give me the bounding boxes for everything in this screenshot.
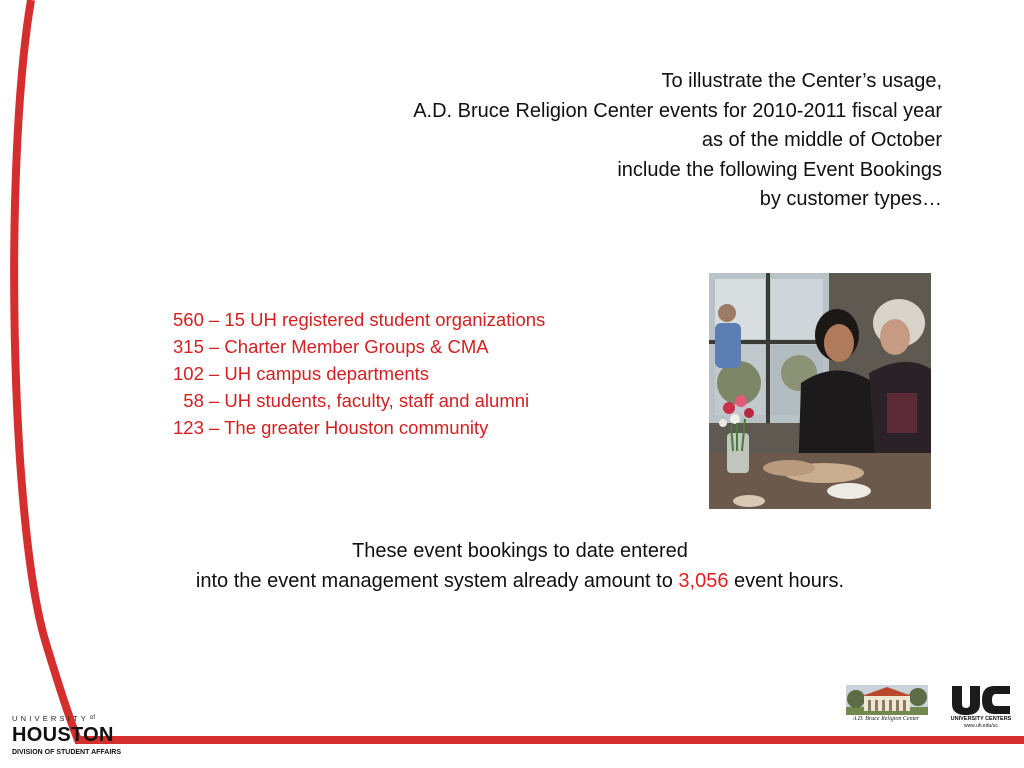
bookings-list bbox=[173, 306, 545, 441]
uh-logo-university-word: UNIVERSITY bbox=[12, 714, 90, 723]
event-photo bbox=[709, 273, 931, 509]
uh-logo-university bbox=[12, 714, 95, 723]
heading-line: as of the middle of October bbox=[701, 129, 942, 151]
uh-logo-of: of bbox=[90, 715, 96, 721]
uc-logo-name: UNIVERSITY CENTERS bbox=[950, 716, 1012, 722]
uh-logo bbox=[12, 714, 132, 762]
heading-text bbox=[222, 67, 942, 215]
heading-line: by customer types… bbox=[759, 188, 942, 210]
bookings-item: 102 – UH campus departments bbox=[173, 363, 430, 384]
religion-center-caption: A.D. Bruce Religion Center bbox=[852, 716, 920, 722]
bookings-item: 58 – UH students, faculty, staff and alumni bbox=[173, 390, 530, 411]
heading-line: include the following Event Bookings bbox=[617, 158, 942, 181]
summary-line-1: These event bookings to date entered bbox=[352, 540, 688, 562]
heading-line: A.D. Bruce Religion Center events for 2010-2011 fiscal year bbox=[413, 99, 942, 122]
uc-logo bbox=[950, 684, 1012, 734]
bookings-item: 123 – The greater Houston community bbox=[173, 417, 489, 438]
heading-line: To illustrate the Center’s usage, bbox=[661, 70, 942, 92]
uc-logo-mark bbox=[950, 684, 1012, 716]
summary-text-after: event hours. bbox=[728, 569, 845, 592]
religion-center-building-image bbox=[846, 685, 928, 729]
uh-logo-division: DIVISION OF STUDENT AFFAIRS bbox=[12, 749, 122, 756]
event-hours-value: 3,056 bbox=[678, 569, 729, 592]
summary-text-before: into the event management system already amount to bbox=[195, 569, 679, 592]
summary-text bbox=[60, 537, 980, 596]
summary-line-2 bbox=[60, 567, 980, 597]
uh-logo-houston: HOUSTON bbox=[12, 724, 114, 746]
uc-logo-url: www.uh.edu/uc bbox=[964, 723, 998, 729]
bookings-item: 315 – Charter Member Groups & CMA bbox=[173, 336, 489, 357]
bookings-item: 560 – 15 UH registered student organizations bbox=[173, 309, 546, 330]
